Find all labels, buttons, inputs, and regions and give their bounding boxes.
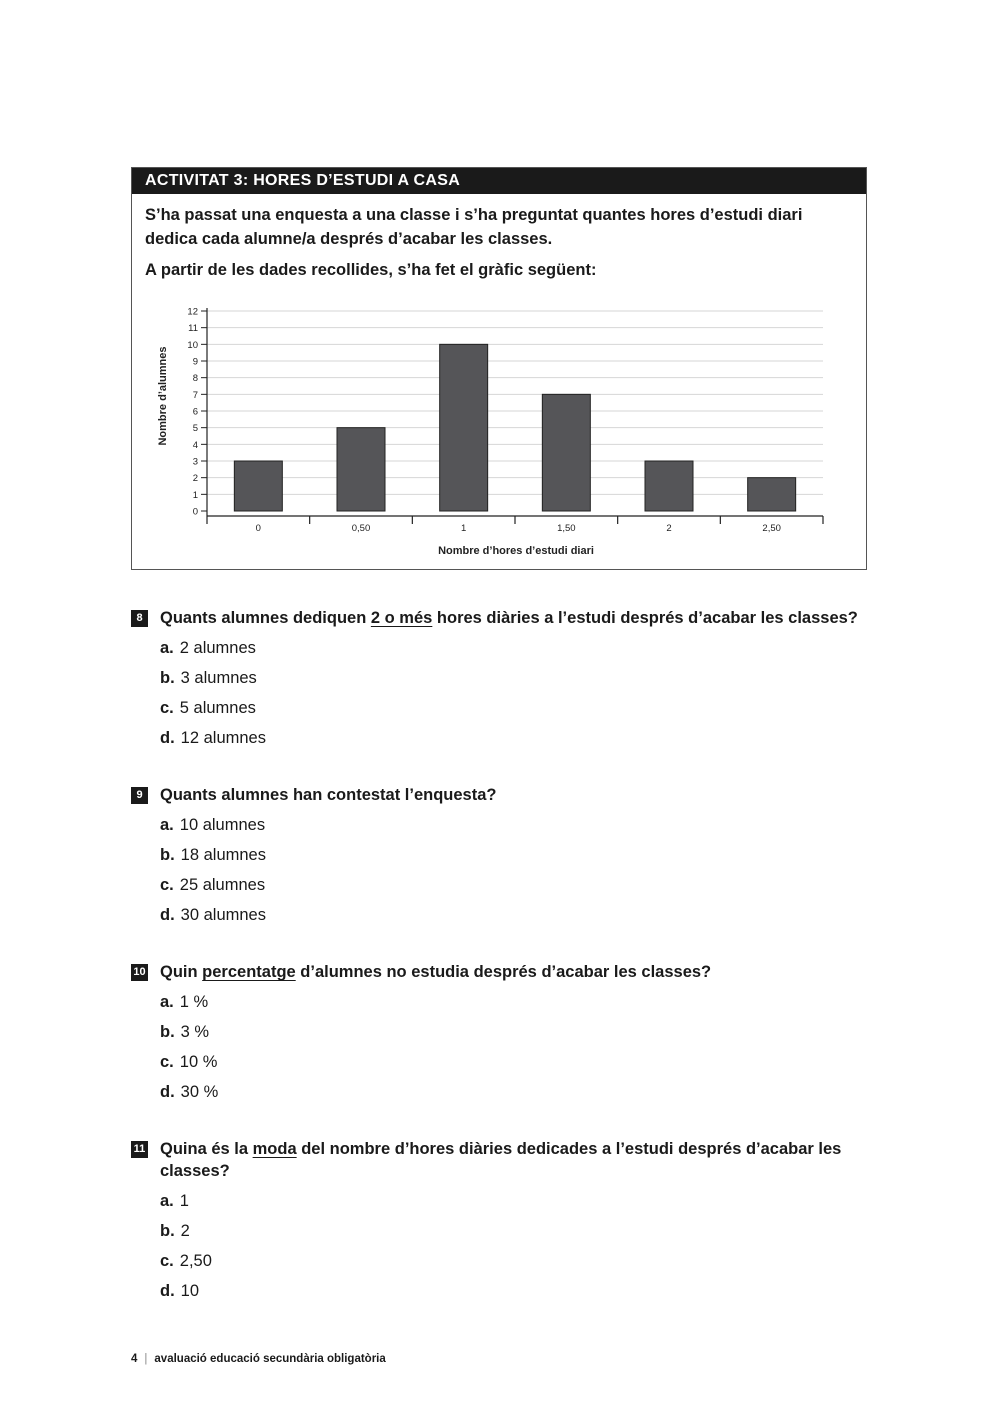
x-tick-label: 1 [461, 523, 467, 534]
question-number: 9 [131, 787, 148, 804]
bar-2-50 [748, 478, 796, 511]
activity-box [131, 167, 867, 570]
y-tick-label: 0 [192, 506, 198, 518]
y-tick-label: 9 [192, 356, 198, 368]
question-10 [131, 961, 871, 1107]
y-tick-label: 8 [192, 373, 198, 385]
question-number: 10 [131, 964, 148, 981]
option-d[interactable]: d. 30 % [160, 1083, 219, 1101]
option-a[interactable]: a. 1 % [160, 993, 209, 1011]
option-b[interactable]: b. 3 % [160, 1023, 210, 1041]
y-tick-label: 5 [192, 423, 198, 435]
question-number: 11 [131, 1141, 148, 1158]
option-b[interactable]: b. 18 alumnes [160, 846, 266, 864]
x-tick-label: 0,50 [351, 523, 371, 534]
y-tick-label: 10 [187, 339, 198, 351]
bar-1 [440, 344, 488, 511]
option-a[interactable]: a. 2 alumnes [160, 639, 256, 657]
option-b[interactable]: b. 2 [160, 1222, 190, 1240]
bar-2 [645, 461, 693, 511]
underlined-term: 2 o més [370, 609, 433, 627]
y-tick-label: 7 [192, 389, 198, 401]
page-number: 4 [131, 1353, 138, 1365]
x-axis-label: Nombre d’hores d’estudi diari [438, 545, 594, 557]
y-tick-label: 3 [192, 456, 198, 468]
question-9 [131, 784, 871, 930]
y-tick-label: 2 [192, 473, 198, 485]
option-c[interactable]: c. 25 alumnes [160, 876, 266, 894]
footer-separator: | [144, 1353, 148, 1365]
x-tick-label: 2,50 [762, 523, 781, 534]
question-text: Quin percentatge d’alumnes no estudia després d’acabar les classes? [160, 963, 712, 981]
option-d[interactable]: d. 12 alumnes [160, 729, 266, 747]
activity-intro: S’ha passat una enquesta a una classe i s’ha preguntat quantes hores d’estudi diari dedica cada alumne/a després d’acabar les classes. [145, 206, 803, 248]
underlined-term: moda [252, 1140, 297, 1158]
y-tick-label: 11 [188, 323, 198, 335]
option-c[interactable]: c. 5 alumnes [160, 699, 256, 717]
y-tick-label: 6 [192, 406, 198, 418]
option-d[interactable]: d. 10 [160, 1282, 200, 1300]
option-c[interactable]: c. 10 % [160, 1053, 218, 1071]
x-tick-label: 2 [666, 523, 672, 534]
option-c[interactable]: c. 2,50 [160, 1252, 212, 1270]
x-tick-label: 0 [255, 523, 261, 534]
y-axis-label: Nombre d’alumnes [157, 346, 169, 446]
bar-chart [132, 168, 866, 569]
option-a[interactable]: a. 10 alumnes [160, 816, 266, 834]
question-text: Quants alumnes dediquen 2 o més hores diàries a l’estudi després d’acabar les classes? [160, 609, 858, 627]
question-text: Quants alumnes han contestat l’enquesta? [160, 786, 497, 804]
y-tick-label: 12 [187, 306, 198, 318]
option-a[interactable]: a. 1 [160, 1192, 189, 1210]
underlined-term: percentatge [202, 963, 296, 981]
bar-0-50 [337, 428, 385, 511]
bar-0 [234, 461, 282, 511]
page-footer [131, 1353, 386, 1365]
x-tick-label: 1,50 [557, 523, 576, 534]
activity-header: ACTIVITAT 3: HORES D’ESTUDI A CASA [132, 168, 866, 194]
bar-1-50 [542, 394, 590, 511]
footer-text: avaluació educació secundària obligatòria [154, 1353, 386, 1365]
question-11 [131, 1138, 871, 1306]
question-number: 8 [131, 610, 148, 627]
y-tick-label: 1 [192, 489, 198, 501]
y-tick-label: 4 [192, 439, 198, 451]
option-d[interactable]: d. 30 alumnes [160, 906, 266, 924]
question-text: Quina és la moda del nombre d’hores diàries dedicades a l’estudi després d’acabar les classes? [160, 1140, 842, 1180]
option-b[interactable]: b. 3 alumnes [160, 669, 257, 687]
question-8 [131, 607, 871, 753]
activity-instruction: A partir de les dades recollides, s’ha fet el gràfic següent: [145, 261, 597, 279]
